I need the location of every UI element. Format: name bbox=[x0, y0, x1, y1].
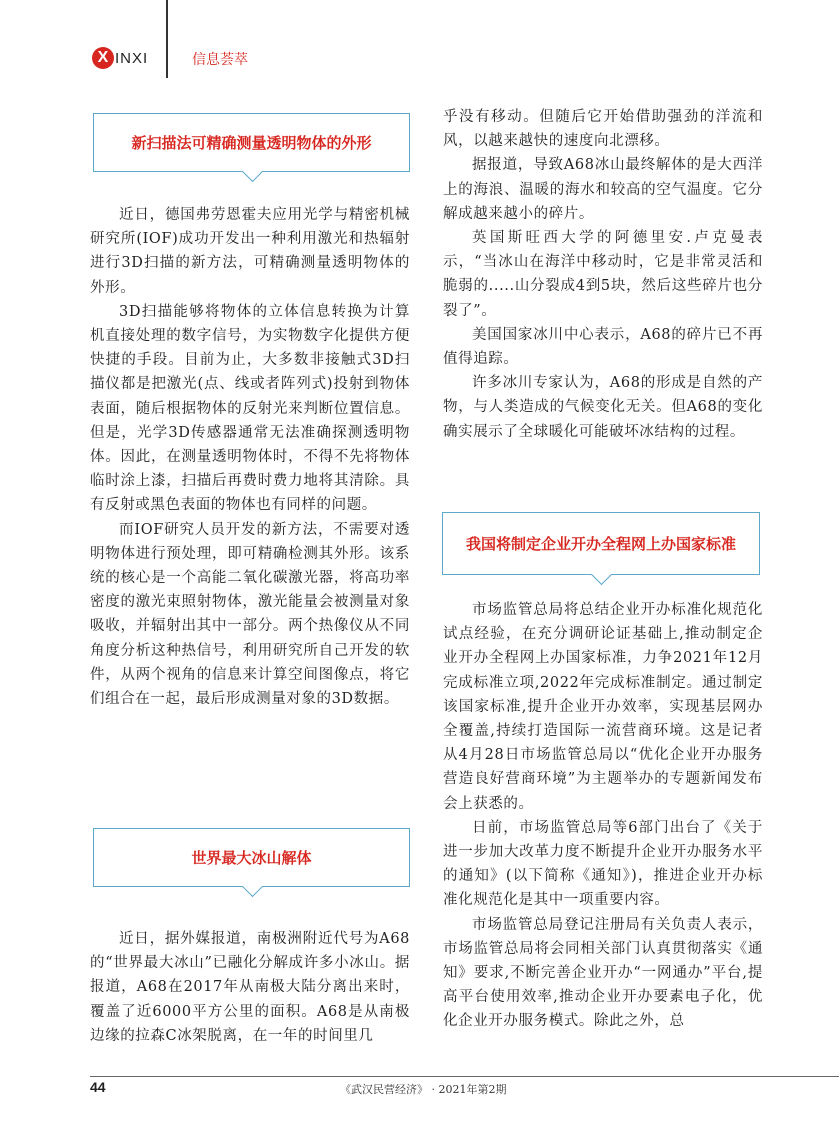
paragraph: 据报道，导致A68冰山最终解体的是大西洋上的海浪、温暖的海水和较高的空气温度。它分解成越来越小的碎片。 bbox=[443, 157, 763, 222]
paragraph: 市场监管总局将总结企业开办标准化规范化试点经验，在充分调研论证基础上,推动制定企业开办全程网上办国家标准，力争2021年12月完成标准立项,2022年完成标准制定。通过制定该国家标准,提升企业开办效率，实现基层网办全覆盖,持续打造国际一流营商环境。这是记者从4月28日市场监管总局以“优化企业开办服务营造良好营商环境”为主题举办的专题新闻发布会上获悉的。 bbox=[443, 602, 763, 812]
journal-citation: 《武汉民营经济》 · 2021年第2期 bbox=[340, 1083, 507, 1096]
title-box-notch bbox=[241, 161, 262, 182]
article-title-box-scanning bbox=[93, 113, 410, 172]
article-body-iceberg-continued bbox=[443, 105, 763, 444]
paragraph: 乎没有移动。但随后它开始借助强劲的洋流和风，以越来越快的速度向北漂移。 bbox=[443, 109, 763, 150]
logo-text: INXI bbox=[115, 50, 149, 67]
paragraph: 美国国家冰川中心表示，A68的碎片已不再值得追踪。 bbox=[443, 326, 763, 368]
paragraph: 而IOF研究人员开发的新方法，不需要对透明物体进行预处理，即可精确检测其外形。该系统的核心是一个高能二氧化碳激光器，将高功率密度的激光束照射物体，激光能量会被测量对象吸收，并辐射出其中一部分。两个热像仪从不同角度分析这种热信号，利用研究所自己开发的软件，从两个视角的信息来计算空间图像点，将它们组合在一起，最后形成测量对象的3D数据。 bbox=[90, 521, 410, 708]
title-box-notch bbox=[591, 564, 612, 585]
paragraph: 市场监管总局登记注册局有关负责人表示，市场监管总局将会同相关部门认真贯彻落实《通知》要求,不断完善企业开办“一网通办”平台,提高平台使用效率,推动企业开办要素电子化，优化企业开办服务模式。除此之外，总 bbox=[443, 916, 763, 1030]
article-body-scanning bbox=[90, 203, 410, 711]
paragraph: 近日，德国弗劳恩霍夫应用光学与精密机械研究所(IOF)成功开发出一种利用激光和热辐射进行3D扫描的新方法，可精确测量透明物体的外形。 bbox=[90, 207, 410, 296]
article-title: 我国将制定企业开办全程网上办国家标准 bbox=[465, 535, 736, 553]
title-box-notch bbox=[241, 876, 262, 897]
paragraph: 3D扫描能够将物体的立体信息转换为计算机直接处理的数字信号，为实物数字化提供方便快捷的手段。目前为止，大多数非接触式3D扫描仪都是把激光(点、线或者阵列式)投射到物体表面，随后根据物体的反射光来判断位置信息。但是，光学3D传感器通常无法准确探测透明物体。因此，在测量透明物体时，不得不先将物体临时涂上漆，扫描后再费时费力地将其清除。具有反射或黑色表面的物体也有同样的问题。 bbox=[90, 303, 410, 514]
logo-x-mark: X bbox=[92, 47, 114, 69]
paragraph: 许多冰川专家认为，A68的形成是自然的产物，与人类造成的气候变化无关。但A68的变化确实展示了全球暖化可能破坏冰结构的过程。 bbox=[443, 375, 763, 440]
article-title: 新扫描法可精确测量透明物体的外形 bbox=[131, 134, 372, 152]
article-title-box-enterprise bbox=[442, 512, 760, 575]
article-body-enterprise bbox=[443, 598, 763, 1034]
article-title: 世界最大冰山解体 bbox=[191, 849, 312, 867]
article-body-iceberg bbox=[90, 927, 410, 1048]
paragraph: 英国斯旺西大学的阿德里安.卢克曼表示，“当冰山在海洋中移动时，它是非常灵活和脆弱的.....山分裂成4到5块，然后这些碎片也分裂了”。 bbox=[443, 230, 763, 319]
header-divider bbox=[166, 0, 168, 78]
page-number: 44 bbox=[90, 1079, 106, 1095]
paragraph: 近日，据外媒报道，南极洲附近代号为A68的“世界最大冰山”已融化分解成许多小冰山。据报道，A68在2017年从南极大陆分离出来时，覆盖了近6000平方公里的面积。A68是从南极边缘的拉森C冰架脱离，在一年的时间里几 bbox=[90, 931, 410, 1044]
footer-rule bbox=[90, 1076, 839, 1077]
paragraph: 日前，市场监管总局等6部门出台了《关于进一步加大改革力度不断提升企业开办服务水平的通知》(以下简称《通知》)，推进企业开办标准化规范化是其中一项重要内容。 bbox=[443, 819, 763, 909]
article-title-box-iceberg bbox=[93, 828, 410, 887]
section-name: 信息荟萃 bbox=[192, 52, 248, 68]
